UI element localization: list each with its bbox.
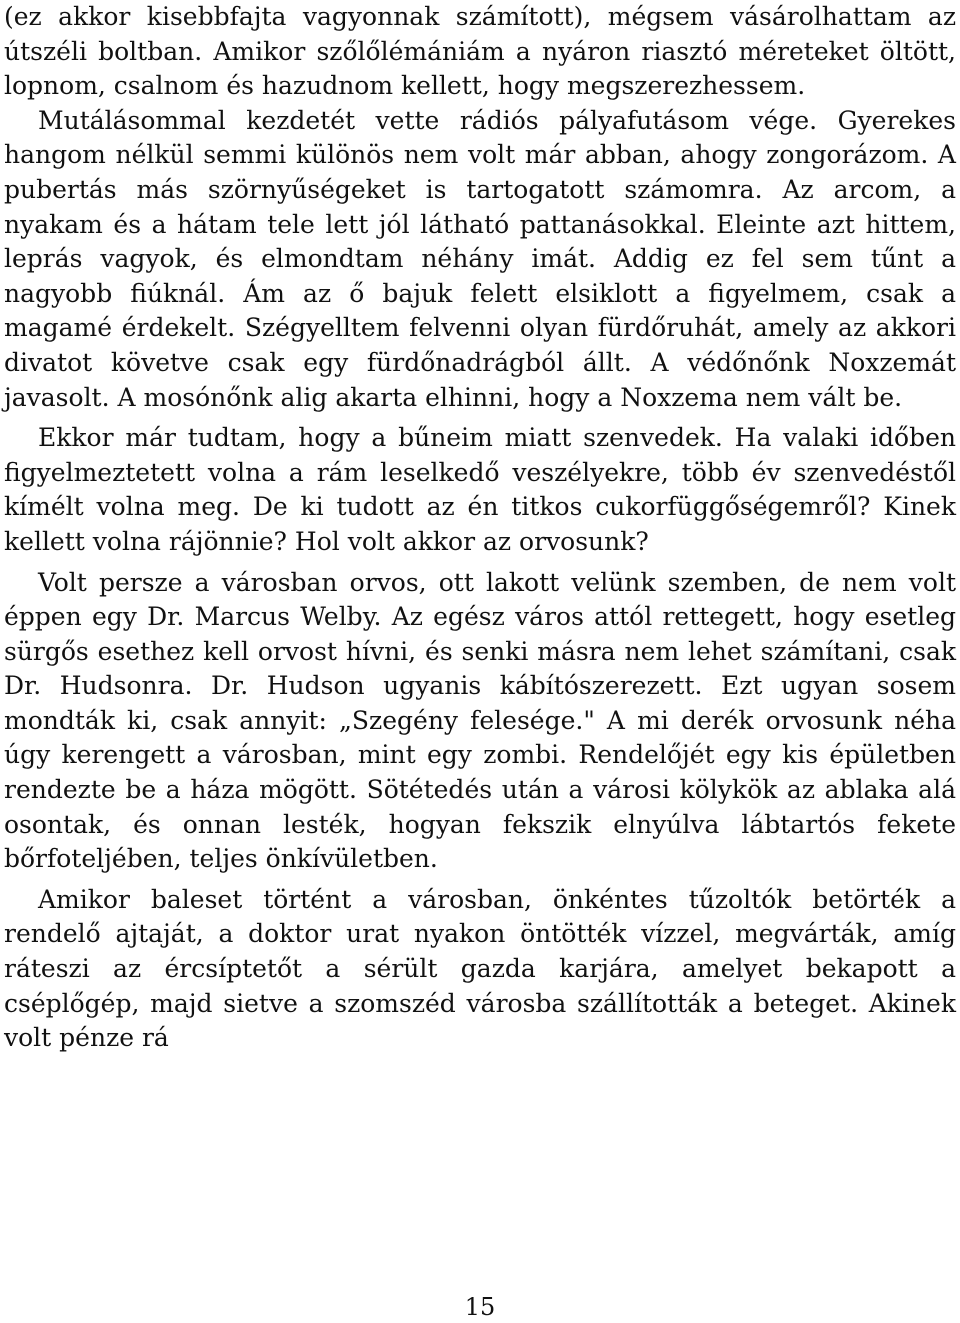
document-page <box>4 0 956 1056</box>
page-number: 15 <box>464 1293 496 1321</box>
paragraph-4: Volt persze a városban orvos, ott lakott velünk szemben, de nem volt éppen egy Dr. Marcus Welby. Az egész város attól rettegett, hogy esetleg sürgős esethez kell orvost hívni, és senki másra nem lehet számítani, csak Dr. Hudsonra. Dr. Hudson ugyanis kábítószerezett. Ezt ugyan sosem mondták ki, csak annyit: „Szegény felesége." A mi derék orvosunk néha úgy kerengett a városban, mint egy zombi. Rendelőjét egy kis épületben rendezte be a háza mögött. Sötétedés után a városi kölykök az ablaka alá osontak, és onnan lesték, hogyan fekszik elnyúlva lábtartós fekete bőrfoteljében, teljes önkívületben. <box>4 567 956 874</box>
paragraph-5: Amikor baleset történt a városban, önkéntes tűzoltók betörték a rendelő ajtaját, a doktor urat nyakon öntötték vízzel, megvárták, amíg ráteszi az ércsíptetőt a sérült gazda karjára, amelyet bekapott a cséplőgép, majd sietve a szomszéd városba szállították a beteget. Akinek volt pénze rá <box>4 884 956 1053</box>
paragraph-2: Mutálásommal kezdetét vette rádiós pályafutásom vége. Gyerekes hangom nélkül semmi különös nem volt már abban, ahogy zongorázom. A pubertás más szörnyűségeket is tartogatott számomra. Az arcom, a nyakam és a hátam tele lett jól látható pattanásokkal. Eleinte azt hittem, leprás vagyok, és elmondtam néhány imát. Addig ez fel sem tűnt a nagyobb fiúknál. Ám az ő bajuk felett elsiklott a figyelmem, csak a magamé érdekelt. Szégyelltem felvenni olyan fürdőruhát, amely az akkori divatot követve csak egy fürdőnadrágból állt. A védőnőnk Noxzemát javasolt. A mosónőnk alig akarta elhinni, hogy a Noxzema nem vált be. <box>4 105 956 412</box>
paragraph-3: Ekkor már tudtam, hogy a bűneim miatt szenvedek. Ha valaki időben figyelmeztetett volna a rám leselkedő veszélyekre, több év szenvedéstől kímélt volna meg. De ki tudott az én titkos cukorfüggőségemről? Kinek kellett volna rájönnie? Hol volt akkor az orvosunk? <box>4 423 956 556</box>
paragraph-1: (ez akkor kisebbfajta vagyonnak számított), mégsem vásárolhattam az útszéli boltban. Amikor szőlőlémániám a nyáron riasztó méreteket öltött, lopnom, csalnom és hazudnom kellett, hogy megszerezhessem. <box>4 2 956 101</box>
